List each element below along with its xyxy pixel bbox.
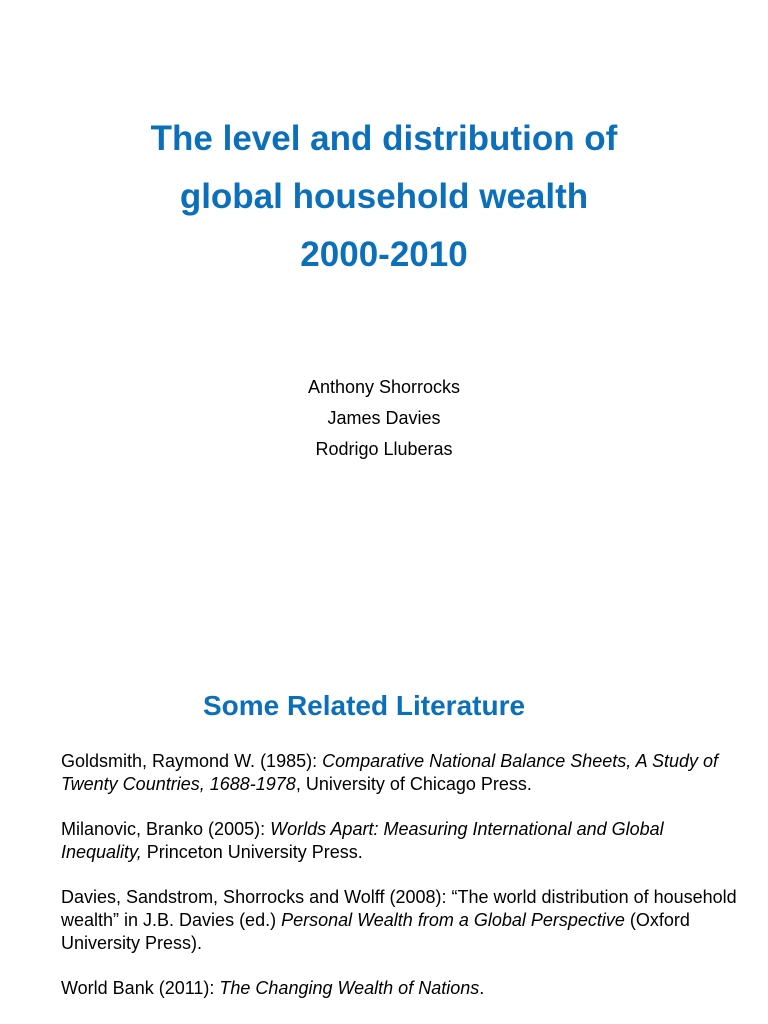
title-line-1: The level and distribution of [150, 119, 618, 158]
reference-title: The Changing Wealth of Nations [219, 978, 480, 998]
title-line-2: global household wealth [179, 177, 589, 216]
reference-list [61, 750, 741, 1022]
reference-title: Comparative National Balance Sheets, A Study of Twenty Countries, 1688-1978 [61, 751, 718, 794]
section-heading: Some Related Literature [202, 690, 526, 721]
reference-authors: Davies, Sandstrom, Shorrocks and Wolff (2008): “The world distribution of household wealth” in J.B. Davies (ed.) [61, 887, 737, 930]
reference-title: Worlds Apart: Measuring International and Global Inequality, [61, 819, 664, 862]
reference-item [61, 977, 741, 1000]
document-title [0, 110, 768, 284]
reference-authors: World Bank (2011): [61, 978, 220, 998]
title-line-3: 2000-2010 [300, 235, 468, 274]
reference-publisher: . [479, 978, 485, 998]
author-name: Rodrigo Lluberas [315, 439, 453, 459]
author-name: James Davies [327, 408, 441, 428]
reference-item [61, 750, 741, 796]
reference-publisher: Princeton University Press. [141, 842, 363, 862]
reference-publisher: (Oxford University Press). [61, 910, 690, 953]
reference-title: Personal Wealth from a Global Perspective [281, 910, 625, 930]
reference-item [61, 818, 741, 864]
reference-item [61, 886, 741, 955]
author-name: Anthony Shorrocks [307, 377, 461, 397]
reference-publisher: , University of Chicago Press. [295, 774, 532, 794]
reference-authors: Milanovic, Branko (2005): [61, 819, 271, 839]
author-list [0, 372, 768, 465]
reference-authors: Goldsmith, Raymond W. (1985): [61, 751, 323, 771]
